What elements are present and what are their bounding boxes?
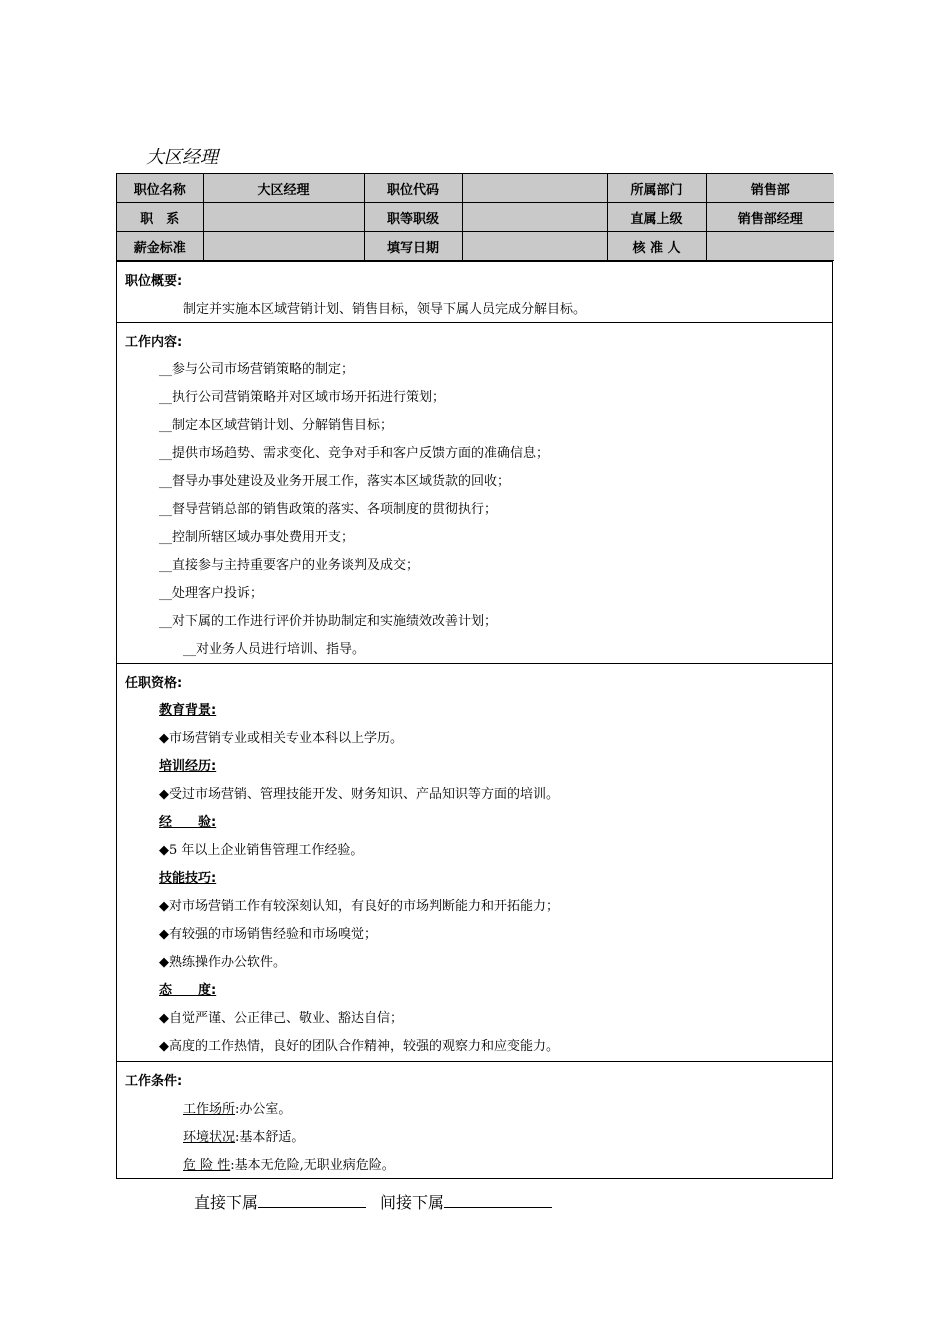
document-title: 大区经理 xyxy=(146,147,218,168)
label-fill-date: 填写日期 xyxy=(364,232,462,261)
experience-item: ◆5 年以上企业销售管理工作经验。 xyxy=(159,843,364,858)
conditions-section xyxy=(117,1061,832,1178)
qualifications-section xyxy=(117,663,832,1061)
indirect-subordinates-blank xyxy=(444,1191,552,1208)
header-table xyxy=(117,174,834,261)
attitude-label: 态 度: xyxy=(159,983,217,998)
duty-item: __督导办事处建设及业务开展工作，落实本区域货款的回收； xyxy=(159,474,511,489)
education-item: ◆市场营销专业或相关专业本科以上学历。 xyxy=(159,731,403,746)
duty-item: __对业务人员进行培训、指导。 xyxy=(183,642,366,657)
training-item: ◆受过市场营销、管理技能开发、财务知识、产品知识等方面的培训。 xyxy=(159,787,559,802)
duty-item: __执行公司营销策略并对区域市场开拓进行策划； xyxy=(159,390,446,405)
label-salary: 薪金标准 xyxy=(117,232,203,261)
duty-item: __制定本区域营销计划、分解销售目标； xyxy=(159,418,394,433)
duty-item: __处理客户投诉； xyxy=(159,586,264,601)
training-label: 培训经历: xyxy=(159,759,217,774)
value-supervisor: 销售部经理 xyxy=(706,203,834,232)
header-row xyxy=(117,174,834,203)
environment-value: :基本舒适。 xyxy=(235,1130,305,1145)
risk-value: :基本无危险,无职业病危险。 xyxy=(230,1158,395,1173)
label-grade: 职等职级 xyxy=(364,203,462,232)
qualifications-heading: 任职资格: xyxy=(125,676,183,691)
label-position-code: 职位代码 xyxy=(364,174,462,203)
overview-heading: 职位概要: xyxy=(125,274,183,289)
label-position-name: 职位名称 xyxy=(117,174,203,203)
overview-text: 制定并实施本区域营销计划、销售目标，领导下属人员完成分解目标。 xyxy=(183,302,587,317)
duty-item: __直接参与主持重要客户的业务谈判及成交； xyxy=(159,558,420,573)
environment-line xyxy=(183,1126,304,1145)
label-supervisor: 直属上级 xyxy=(607,203,706,232)
risk-line xyxy=(183,1154,395,1173)
value-department: 销售部 xyxy=(706,174,834,203)
duty-item: __控制所辖区域办事处费用开支； xyxy=(159,530,355,545)
value-position-name: 大区经理 xyxy=(203,174,364,203)
education-label: 教育背景: xyxy=(159,703,217,718)
job-description-sheet xyxy=(116,173,833,1179)
value-position-code xyxy=(462,174,607,203)
value-grade xyxy=(462,203,607,232)
label-department: 所属部门 xyxy=(607,174,706,203)
environment-label: 环境状况 xyxy=(183,1130,236,1145)
indirect-subordinates-label: 间接下属 xyxy=(380,1193,445,1212)
skills-label: 技能技巧: xyxy=(159,871,217,886)
experience-label: 经 验: xyxy=(159,815,217,830)
risk-label: 危 险 性 xyxy=(183,1158,231,1173)
header-row xyxy=(117,232,834,261)
work-place-label: 工作场所 xyxy=(183,1102,236,1117)
direct-subordinates-blank xyxy=(258,1191,366,1208)
duty-item: __参与公司市场营销策略的制定； xyxy=(159,362,355,377)
value-job-family xyxy=(203,203,364,232)
direct-subordinates-label: 直接下属 xyxy=(194,1193,259,1212)
duties-section xyxy=(117,322,832,663)
work-place-value: :办公室。 xyxy=(235,1102,292,1117)
skill-item: ◆有较强的市场销售经验和市场嗅觉； xyxy=(159,927,377,942)
value-approver xyxy=(706,232,834,261)
duty-item: __对下属的工作进行评价并协助制定和实施绩效改善计划； xyxy=(159,614,498,629)
subordinates-footer xyxy=(194,1190,566,1213)
skill-item: ◆对市场营销工作有较深刻认知，有良好的市场判断能力和开拓能力； xyxy=(159,899,559,914)
label-job-family: 职 系 xyxy=(117,203,203,232)
work-place-line xyxy=(183,1098,291,1117)
value-salary xyxy=(203,232,364,261)
label-approver: 核 准 人 xyxy=(607,232,706,261)
value-fill-date xyxy=(462,232,607,261)
attitude-item: ◆自觉严谨、公正律己、敬业、豁达自信； xyxy=(159,1011,403,1026)
conditions-heading: 工作条件: xyxy=(125,1074,183,1089)
duties-heading: 工作内容: xyxy=(125,335,183,350)
skill-item: ◆熟练操作办公软件。 xyxy=(159,955,286,970)
header-row xyxy=(117,203,834,232)
duty-item: __提供市场趋势、需求变化、竞争对手和客户反馈方面的准确信息； xyxy=(159,446,550,461)
attitude-item: ◆高度的工作热情，良好的团队合作精神，较强的观察力和应变能力。 xyxy=(159,1039,559,1054)
duty-item: __督导营销总部的销售政策的落实、各项制度的贯彻执行； xyxy=(159,502,498,517)
overview-section xyxy=(117,261,832,322)
